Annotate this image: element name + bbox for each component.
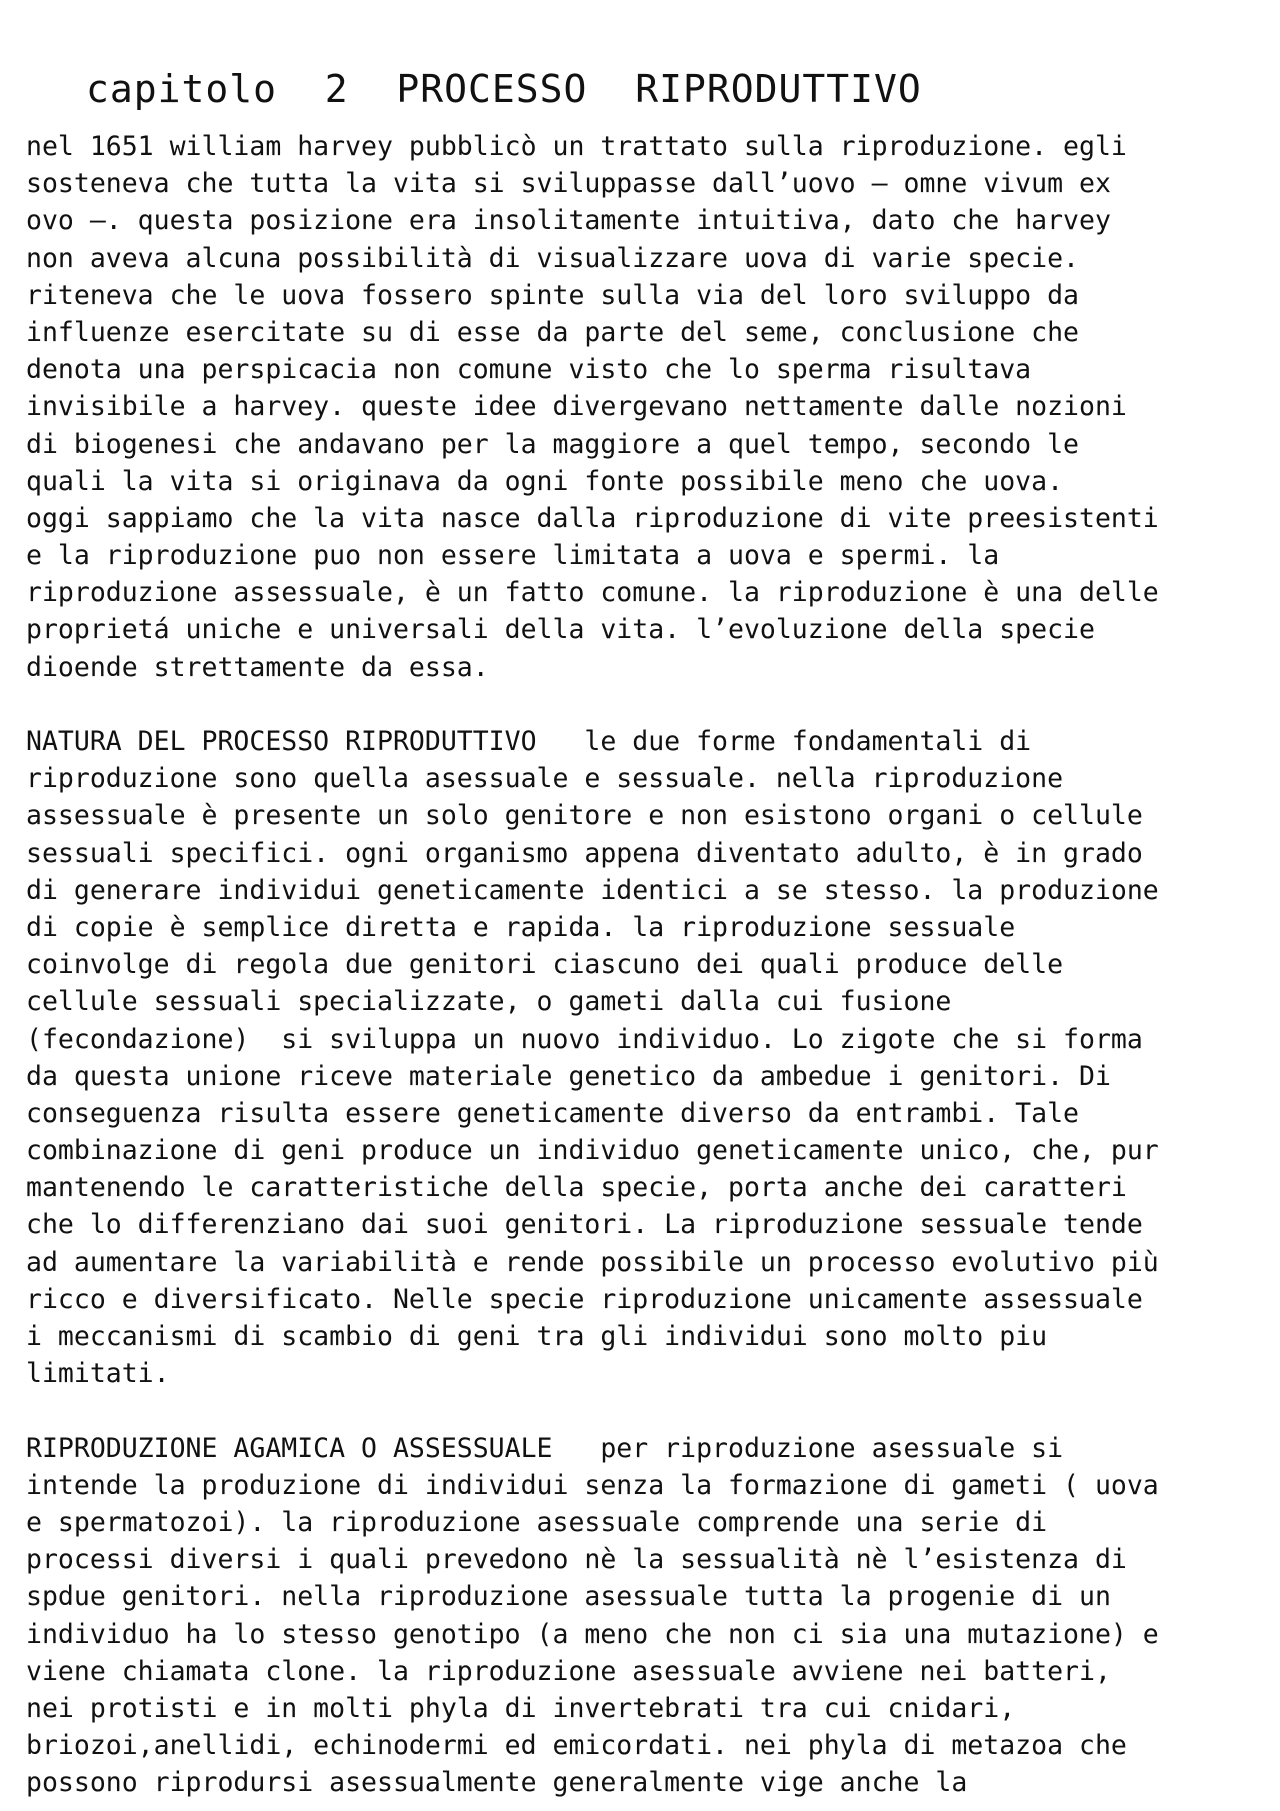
text-line: assessuale è presente un solo genitore e non esistono organi o cellule <box>26 800 1143 832</box>
text-line: nei protisti e in molti phyla di invertebrati tra cui cnidari, <box>26 1692 1016 1724</box>
text-line: di copie è semplice diretta e rapida. la riproduzione sessuale <box>26 911 1016 943</box>
text-line: RIPRODUZIONE AGAMICA O ASSESSUALE per riproduzione asessuale si <box>26 1432 1064 1464</box>
paragraph-natura-processo <box>26 723 1266 1392</box>
text-line: oggi sappiamo che la vita nasce dalla riproduzione di vite preesistenti <box>26 502 1159 534</box>
text-line: di biogenesi che andavano per la maggiore a quel tempo, secondo le <box>26 428 1079 460</box>
text-line: coinvolge di regola due genitori ciascuno dei quali produce delle <box>26 949 1064 981</box>
paragraph-intro <box>26 128 1266 686</box>
text-line: (fecondazione) si sviluppa un nuovo individuo. Lo zigote che si forma <box>26 1023 1143 1055</box>
text-line: denota una perspicacia non comune visto che lo sperma risultava <box>26 354 1032 386</box>
text-line: di generare individui geneticamente identici a se stesso. la produzione <box>26 874 1159 906</box>
text-line: intende la produzione di individui senza la formazione di gameti ( uova <box>26 1469 1159 1501</box>
text-line: cellule sessuali specializzate, o gameti dalla cui fusione <box>26 986 952 1018</box>
text-line: influenze esercitate su di esse da parte del seme, conclusione che <box>26 316 1079 348</box>
paragraph-riproduzione-agamica <box>26 1430 1266 1802</box>
text-line: riproduzione assessuale, è un fatto comune. la riproduzione è una delle <box>26 577 1159 609</box>
text-line: riteneva che le uova fossero spinte sulla via del loro sviluppo da <box>26 279 1079 311</box>
text-line: ovo –. questa posizione era insolitamente intuitiva, dato che harvey <box>26 205 1111 237</box>
text-line: da questa unione riceve materiale genetico da ambedue i genitori. Di <box>26 1060 1111 1092</box>
text-line: proprietá uniche e universali della vita. l’evoluzione della specie <box>26 614 1095 646</box>
text-line: dioende strettamente da essa. <box>26 651 489 683</box>
text-line: combinazione di geni produce un individuo geneticamente unico, che, pur <box>26 1135 1159 1167</box>
text-line: mantenendo le caratteristiche della specie, porta anche dei caratteri <box>26 1172 1127 1204</box>
text-line: individuo ha lo stesso genotipo (a meno che non ci sia una mutazione) e <box>26 1618 1159 1650</box>
text-line: i meccanismi di scambio di geni tra gli individui sono molto piu <box>26 1321 1048 1352</box>
text-line: sessuali specifici. ogni organismo appena diventato adulto, è in grado <box>26 837 1143 869</box>
text-line: processi diversi i quali prevedono nè la sessualità nè l’esistenza di <box>26 1544 1127 1576</box>
text-line: NATURA DEL PROCESSO RIPRODUTTIVO le due forme fondamentali di <box>26 726 1032 757</box>
text-line: invisibile a harvey. queste idee divergevano nettamente dalle nozioni <box>26 391 1127 423</box>
text-line: non aveva alcuna possibilità di visualizzare uova di varie specie. <box>26 242 1079 274</box>
text-line: riproduzione sono quella asessuale e sessuale. nella riproduzione <box>26 763 1064 795</box>
text-line: e spermatozoi). la riproduzione asessuale comprende una serie di <box>26 1506 1048 1538</box>
text-line: sosteneva che tutta la vita si sviluppasse dall’uovo – omne vivum ex <box>26 168 1111 200</box>
text-line: ad aumentare la variabilità e rende possibile un processo evolutivo più <box>26 1246 1159 1278</box>
text-line: limitati. <box>26 1358 170 1390</box>
text-line: quali la vita si originava da ogni fonte possibile meno che uova. <box>26 465 1064 497</box>
paragraph-spacer <box>26 1392 1266 1429</box>
paragraph-spacer <box>26 686 1266 723</box>
text-line: e la riproduzione puo non essere limitata a uova e spermi. la <box>26 540 1000 572</box>
text-line: conseguenza risulta essere geneticamente diverso da entrambi. Tale <box>26 1097 1079 1129</box>
text-line: che lo differenziano dai suoi genitori. La riproduzione sessuale tende <box>26 1209 1143 1241</box>
chapter-title: capitolo 2 PROCESSO RIPRODUTTIVO <box>86 67 922 111</box>
text-line: viene chiamata clone. la riproduzione asessuale avviene nei batteri, <box>26 1655 1111 1687</box>
document-body <box>26 128 1266 1801</box>
text-line: ricco e diversificato. Nelle specie riproduzione unicamente assessuale <box>26 1283 1143 1315</box>
text-line: briozoi,anellidi, echinodermi ed emicordati. nei phyla di metazoa che <box>26 1730 1127 1762</box>
text-line: spdue genitori. nella riproduzione asessuale tutta la progenie di un <box>26 1581 1111 1613</box>
text-line: nel 1651 william harvey pubblicò un trattato sulla riproduzione. egli <box>26 131 1127 162</box>
text-line: possono riprodursi asessualmente generalmente vige anche la <box>26 1767 968 1799</box>
